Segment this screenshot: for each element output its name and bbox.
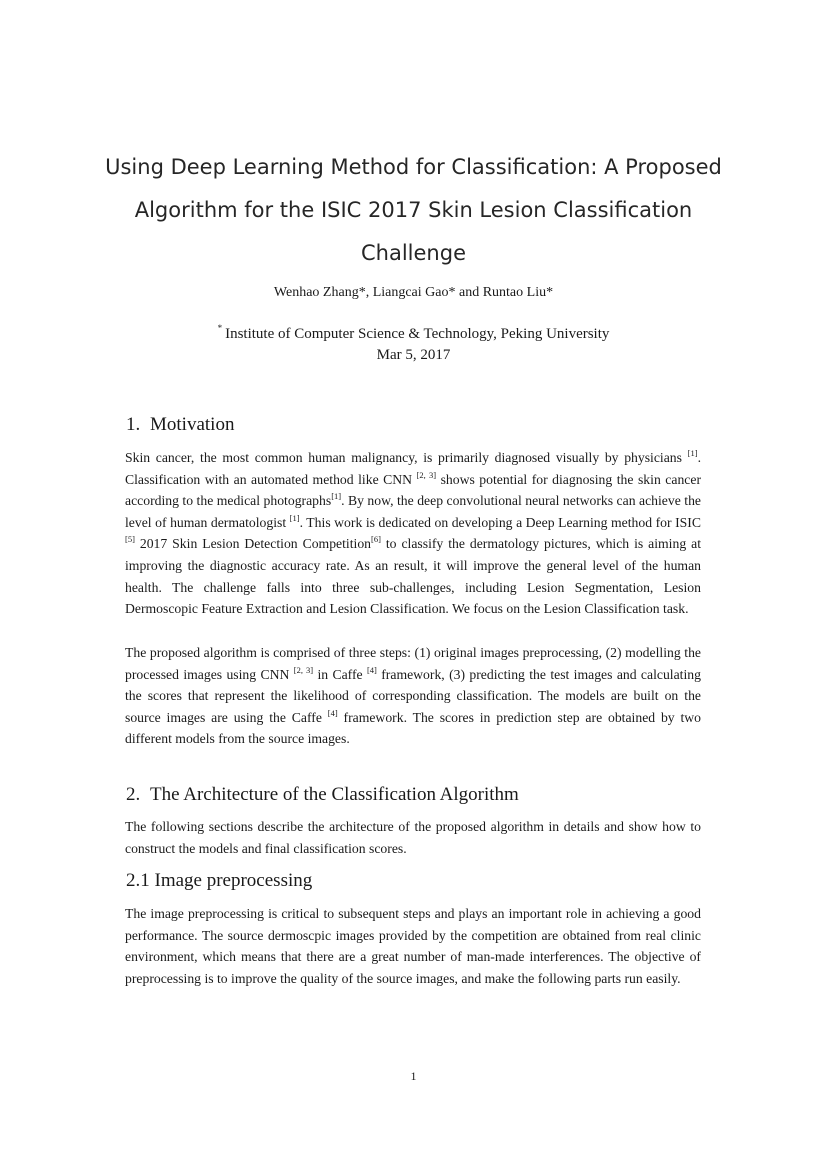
paper-date: Mar 5, 2017 — [376, 347, 451, 363]
motivation-paragraph-1 — [125, 447, 701, 620]
title-line-3: Challenge — [361, 241, 466, 265]
section-number: 2. — [126, 784, 141, 805]
citation: [2, 3] — [416, 469, 437, 480]
affiliation — [0, 318, 827, 345]
citation: [1] — [289, 512, 300, 523]
citation: [4] — [366, 664, 377, 675]
text-run: . Classification with an automated method like CNN — [125, 450, 701, 487]
architecture-paragraph: The following sections describe the architecture of the proposed algorithm in details and show how to construct the models and final classification scores. — [125, 819, 701, 856]
text-run: The proposed algorithm is comprised of three steps: (1) original images preprocessing, (2) modelling the processed images using CNN — [125, 645, 701, 682]
citation: [6] — [371, 534, 381, 545]
title-line-2: Algorithm for the ISIC 2017 Skin Lesion Classification — [134, 198, 693, 222]
paper-title — [60, 146, 767, 275]
text-run: shows potential for diagnosing the skin cancer according to the medical photographs — [125, 471, 701, 509]
affiliation-block — [0, 318, 827, 366]
affiliation-mark: * — [217, 323, 223, 333]
section-title: The Architecture of the Classification Algorithm — [150, 784, 519, 805]
section-number: 1. — [126, 414, 141, 435]
citation: [4] — [327, 707, 338, 718]
citation: [1] — [687, 448, 698, 458]
page-number: 1 — [410, 1069, 417, 1083]
section-title: Motivation — [150, 414, 235, 435]
text-run: Skin cancer, the most common human malignancy, is primarily diagnosed visually by physicians — [125, 450, 688, 465]
preprocessing-paragraph: The image preprocessing is critical to subsequent steps and plays an important role in achieving a good performance. The source dermoscpic images provided by the competition are obtained from real clinic environment, which means that there are a great number of man-made interferences. The objective of preprocessing is to improve the quality of the source images, and make the following parts run easily. — [125, 906, 701, 986]
citation: [5] — [125, 534, 135, 545]
text-run: framework. The scores in prediction step are obtained by two different models from the source images. — [125, 709, 702, 747]
text-run: . This work is dedicated on developing a Deep Learning method for ISIC — [299, 514, 701, 530]
text-run: . By now, the deep convolutional neural networks can achieve the level of human dermatologist — [125, 493, 701, 530]
text-run: framework, (3) predicting the test images and calculating the scores that represent the likelihood of corresponding classification. The models are built on the source images are using the Caffe — [125, 666, 701, 725]
citation: [1] — [331, 491, 342, 502]
author-list: Wenhao Zhang*, Liangcai Gao* and Runtao Liu* — [273, 285, 554, 300]
text-run: 2017 Skin Lesion Detection Competition — [134, 536, 372, 552]
subsection-heading-preprocessing: 2.1 Image preprocessing — [126, 870, 313, 891]
citation: [2, 3] — [293, 664, 314, 675]
section-heading-motivation — [126, 414, 234, 436]
text-run: to classify the dermatology pictures, which is aiming at improving the diagnostic accuracy rate. As an result, it will improve the general level of the human health. The challenge falls into three sub-challenges, including Lesion Segmentation, Lesion Dermoscopic Feature Extraction and Lesion Classification. We focus on the Lesion Classification task. — [125, 536, 701, 617]
motivation-paragraph-2 — [125, 642, 701, 750]
affiliation-text: Institute of Computer Science & Technology, Peking University — [225, 326, 610, 342]
title-line-1: Using Deep Learning Method for Classification: A Proposed — [105, 155, 722, 179]
text-run: in Caffe — [313, 666, 367, 682]
section-heading-architecture — [126, 784, 519, 806]
